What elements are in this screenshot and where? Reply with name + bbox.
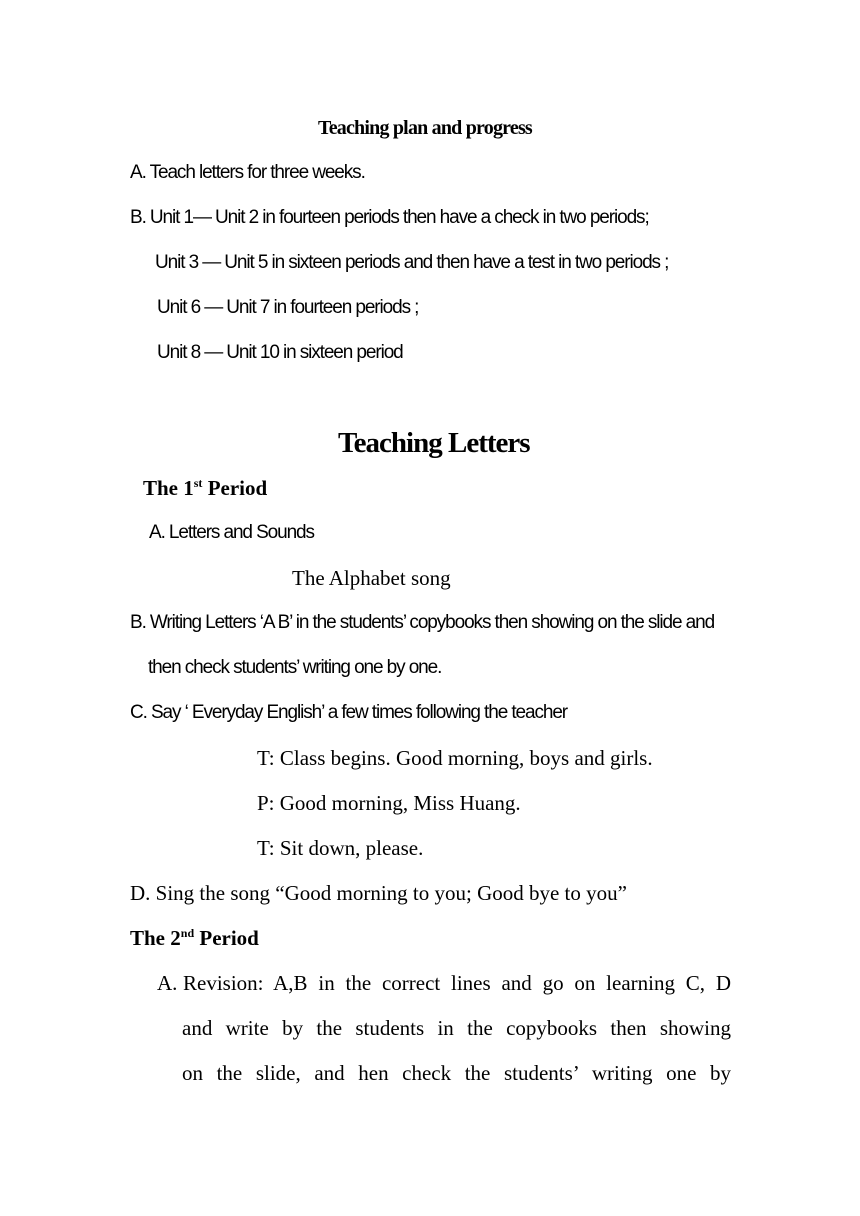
dialog-line: T: Sit down, please.	[257, 836, 424, 860]
plan-item-b1: B. Unit 1— Unit 2 in fourteen periods then have a check in two periods;	[130, 207, 649, 228]
plan-item-b4: Unit 8 — Unit 10 in sixteen period	[157, 342, 403, 363]
plan-item-b2: Unit 3 — Unit 5 in sixteen periods and then have a test in two periods ;	[155, 252, 669, 273]
plan-title: Teaching plan and progress	[318, 117, 532, 139]
period2-item-a-label: A.	[157, 971, 178, 995]
period2-item-a-line: Revision: A,B in the correct lines and go on learning C, D	[183, 971, 731, 995]
period1-item-b1: B. Writing Letters ‘A B’ in the students’ copybooks then showing on the slide and	[130, 612, 715, 633]
period1-item-a: A. Letters and Sounds	[149, 522, 314, 543]
plan-item-a: A. Teach letters for three weeks.	[130, 162, 365, 183]
period1-item-d: D. Sing the song “Good morning to you; Good bye to you”	[130, 881, 627, 905]
period1-item-c: C. Say ‘ Everyday English’ a few times following the teacher	[130, 702, 568, 723]
dialog-line: P: Good morning, Miss Huang.	[257, 791, 521, 815]
letters-title: Teaching Letters	[338, 427, 530, 459]
alphabet-song: The Alphabet song	[292, 566, 451, 590]
period2-heading: The 2nd Period	[130, 926, 259, 950]
period1-heading: The 1st Period	[143, 476, 268, 500]
dialog-line: T: Class begins. Good morning, boys and girls.	[257, 746, 653, 770]
plan-item-b3: Unit 6 — Unit 7 in fourteen periods ;	[157, 297, 419, 318]
period2-item-a-line: and write by the students in the copybooks then showing	[182, 1016, 731, 1040]
period2-item-a-line: on the slide, and hen check the students’ writing one by	[182, 1061, 731, 1085]
period1-item-b2: then check students’ writing one by one.	[148, 657, 442, 678]
